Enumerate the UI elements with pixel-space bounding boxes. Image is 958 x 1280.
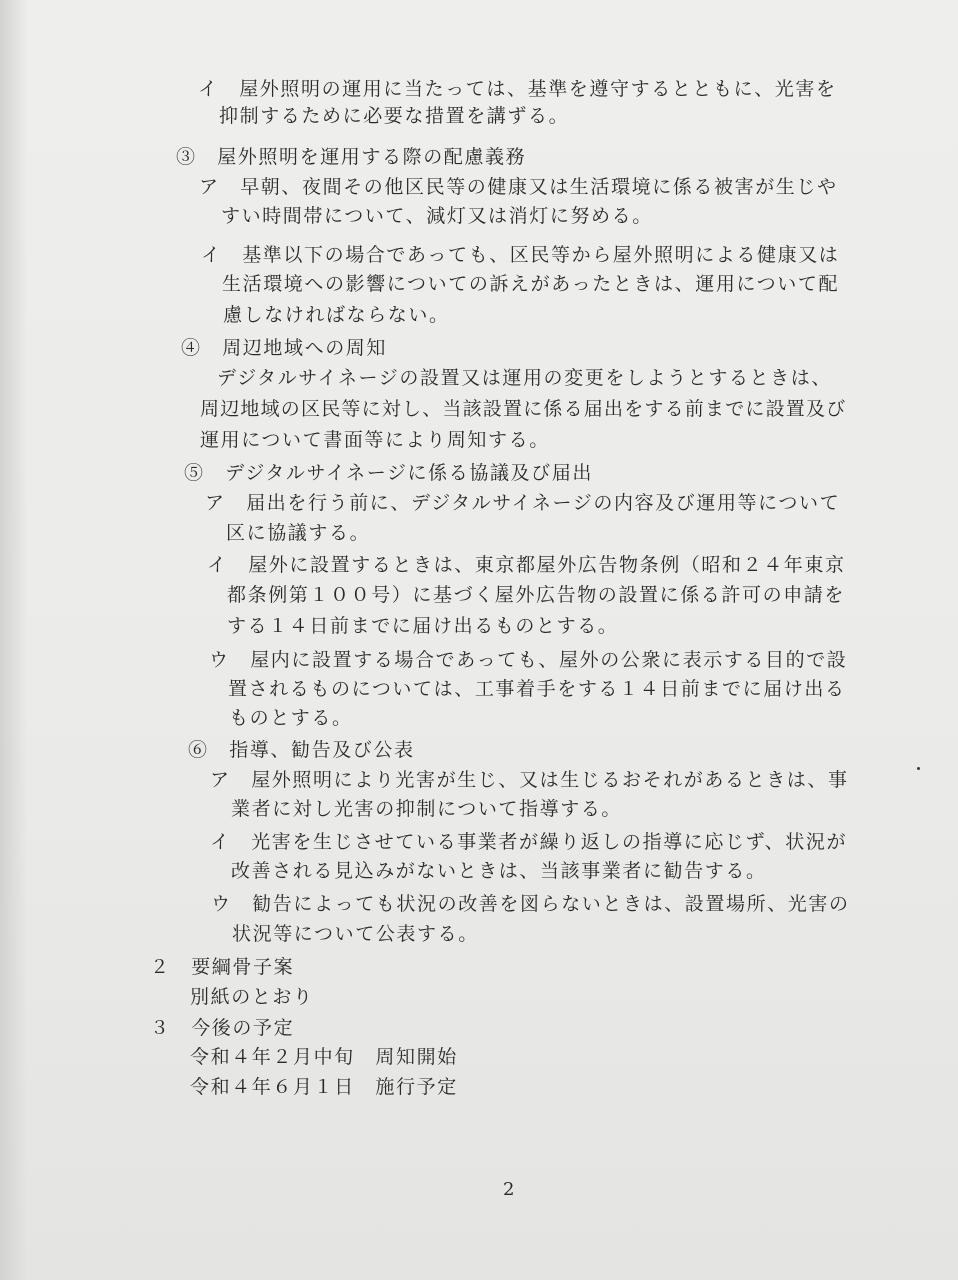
text-line: する１４日前までに届け出るものとする。 (227, 615, 619, 637)
text-line: 令和４年６月１日 施行予定 (190, 1076, 458, 1098)
text-line: デジタルサイネージの設置又は運用の変更をしようとするときは、 (217, 367, 832, 389)
text-line: 都条例第１００号）に基づく屋外広告物の設置に係る許可の申請を (227, 584, 846, 606)
text-line: 置されるものについては、工事着手をする１４日前までに届け出る (228, 678, 846, 700)
text-line: 業者に対し光害の抑制について指導する。 (231, 798, 623, 820)
text-line: 改善される見込みがないときは、当該事業者に勧告する。 (231, 860, 767, 882)
section-heading: ⑤ デジタルサイネージに係る協議及び届出 (184, 462, 593, 484)
text-line: イ 基準以下の場合であっても、区民等から屋外照明による健康又は (201, 244, 840, 266)
text-line: すい時間帯について、減灯又は消灯に努める。 (221, 205, 653, 227)
speck-mark (917, 767, 920, 770)
section-heading: ⑥ 指導、勧告及び公表 (188, 739, 415, 761)
text-line: 運用について書面等により周知する。 (200, 429, 550, 451)
text-line: イ 屋外に設置するときは、東京都屋外広告物条例（昭和２４年東京 (207, 554, 846, 576)
text-line: ものとする。 (229, 707, 353, 729)
text-line: 区に協議する。 (226, 522, 371, 544)
text-line: 状況等について公表する。 (232, 923, 479, 945)
page-number: 2 (503, 1179, 515, 1200)
section-heading: ④ 周辺地域への周知 (181, 337, 388, 359)
text-line: イ 屋外照明の運用に当たっては、基準を遵守するとともに、光害を (198, 78, 837, 100)
text-line: 抑制するために必要な措置を講ずる。 (219, 105, 570, 127)
text-line: 生活環境への影響についての訴えがあったときは、運用について配 (222, 273, 840, 295)
text-line: イ 光害を生じさせている事業者が繰り返しの指導に応じず、状況が (210, 831, 848, 853)
section-heading: ３ 今後の予定 (150, 1017, 295, 1039)
section-heading: ③ 屋外照明を運用する際の配慮義務 (176, 146, 527, 168)
text-line: 慮しなければならない。 (223, 304, 450, 326)
section-heading: ２ 要綱骨子案 (150, 956, 295, 978)
text-line: ウ 勧告によっても状況の改善を図らないときは、設置場所、光害の (211, 893, 850, 915)
text-line: 令和４年２月中旬 周知開始 (190, 1046, 458, 1068)
text-line: ア 届出を行う前に、デジタルサイネージの内容及び運用等について (205, 492, 841, 514)
page-shadow (0, 0, 28, 1280)
text-line: ア 屋外照明により光害が生じ、又は生じるおそれがあるときは、事 (210, 769, 849, 791)
text-line: 周辺地域の区民等に対し、当該設置に係る届出をする前までに設置及び (200, 398, 847, 420)
text-line: ア 早朝、夜間その他区民等の健康又は生活環境に係る被害が生じや (199, 176, 838, 198)
text-line: ウ 屋内に設置する場合であっても、屋外の公衆に表示する目的で設 (209, 649, 848, 671)
text-line: 別紙のとおり (190, 986, 314, 1008)
